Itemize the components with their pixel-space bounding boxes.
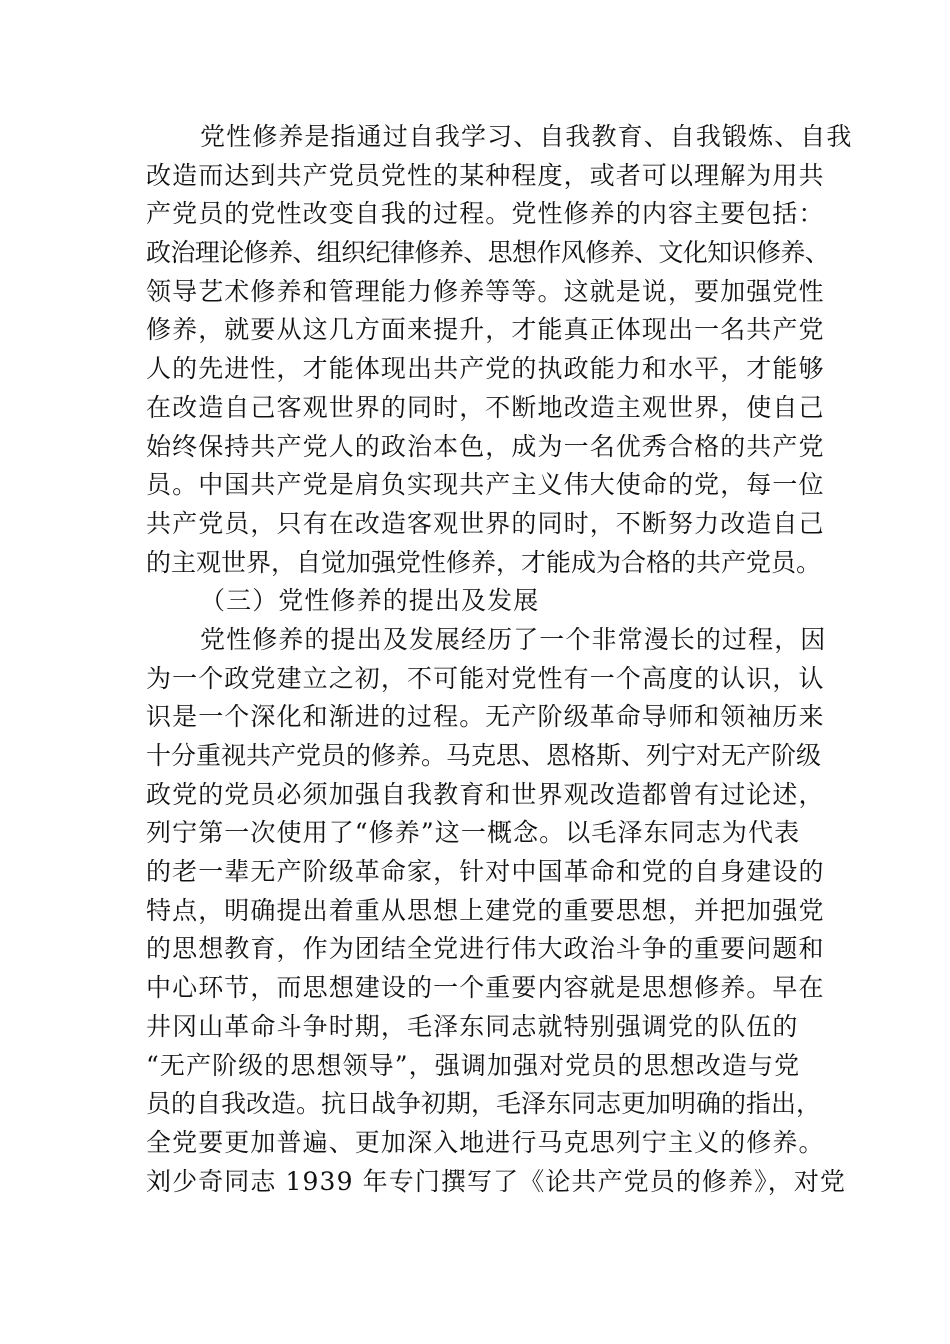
paragraph-line: 中心环节，而思想建设的一个重要内容就是思想修养。早在 [146, 973, 825, 1003]
paragraph-line: 政党的党员必须加强自我教育和世界观改造都曾有过论述， [146, 779, 825, 809]
paragraph-line: 领导艺术修养和管理能力修养等等。这就是说，要加强党性 [146, 276, 825, 306]
paragraph-line: 的主观世界，自觉加强党性修养，才能成为合格的共产党员。 [146, 547, 822, 577]
paragraph-line: 党性修养的提出及发展经历了一个非常漫长的过程，因 [200, 624, 827, 654]
paragraph-line: 政治理论修养、组织纪律修养、思想作风修养、文化知识修养、 [146, 238, 830, 268]
paragraph-1 [146, 118, 853, 582]
paragraph-line: “无产阶级的思想领导”，强调加强对党员的思想改造与党 [146, 1050, 801, 1080]
paragraph-line: 产党员的党性改变自我的过程。党性修养的内容主要包括： [146, 199, 825, 229]
paragraph-line: 修养，就要从这几方面来提升，才能真正体现出一名共产党 [146, 315, 825, 345]
paragraph-line: 共产党员，只有在改造客观世界的同时，不断努力改造自己 [146, 508, 825, 538]
section-heading: （三）党性修养的提出及发展 [200, 586, 540, 616]
paragraph-line: 识是一个深化和渐进的过程。无产阶级革命导师和领袖历来 [146, 702, 825, 732]
paragraph-line: 改造而达到共产党员党性的某种程度，或者可以理解为用共 [146, 160, 825, 190]
document-body [146, 118, 853, 1201]
paragraph-line: 党性修养是指通过自我学习、自我教育、自我锻炼、自我 [200, 122, 853, 151]
paragraph-line: 特点，明确提出着重从思想上建党的重要思想，并把加强党 [146, 895, 825, 925]
paragraph-line: 的老一辈无产阶级革命家，针对中国革命和党的自身建设的 [146, 857, 825, 887]
paragraph-line: 人的先进性，才能体现出共产党的执政能力和水平，才能够 [146, 354, 825, 384]
paragraph-line: 列宁第一次使用了“修养”这一概念。以毛泽东同志为代表 [146, 818, 801, 848]
paragraph-line: 全党要更加普遍、更加深入地进行马克思列宁主义的修养。 [146, 1127, 825, 1157]
paragraph-line: 员。中国共产党是肩负实现共产主义伟大使命的党，每一位 [146, 470, 825, 500]
paragraph-line: 的思想教育，作为团结全党进行伟大政治斗争的重要问题和 [146, 934, 825, 964]
paragraph-line: 在改造自己客观世界的同时，不断地改造主观世界，使自己 [146, 392, 825, 422]
paragraph-line: 十分重视共产党员的修养。马克思、恩格斯、列宁对无产阶级 [146, 741, 822, 770]
paragraph-line: 员的自我改造。抗日战争初期，毛泽东同志更加明确的指出， [146, 1089, 822, 1119]
paragraph-line: 始终保持共产党人的政治本色，成为一名优秀合格的共产党 [146, 431, 825, 461]
paragraph-2 [146, 621, 847, 1201]
paragraph-line: 井冈山革命斗争时期，毛泽东同志就特别强调党的队伍的 [146, 1011, 799, 1041]
paragraph-line: 为一个政党建立之初，不可能对党性有一个高度的认识，认 [146, 663, 825, 693]
paragraph-line: 刘少奇同志 1939 年专门撰写了《论共产党员的修养》，对党 [146, 1166, 847, 1196]
